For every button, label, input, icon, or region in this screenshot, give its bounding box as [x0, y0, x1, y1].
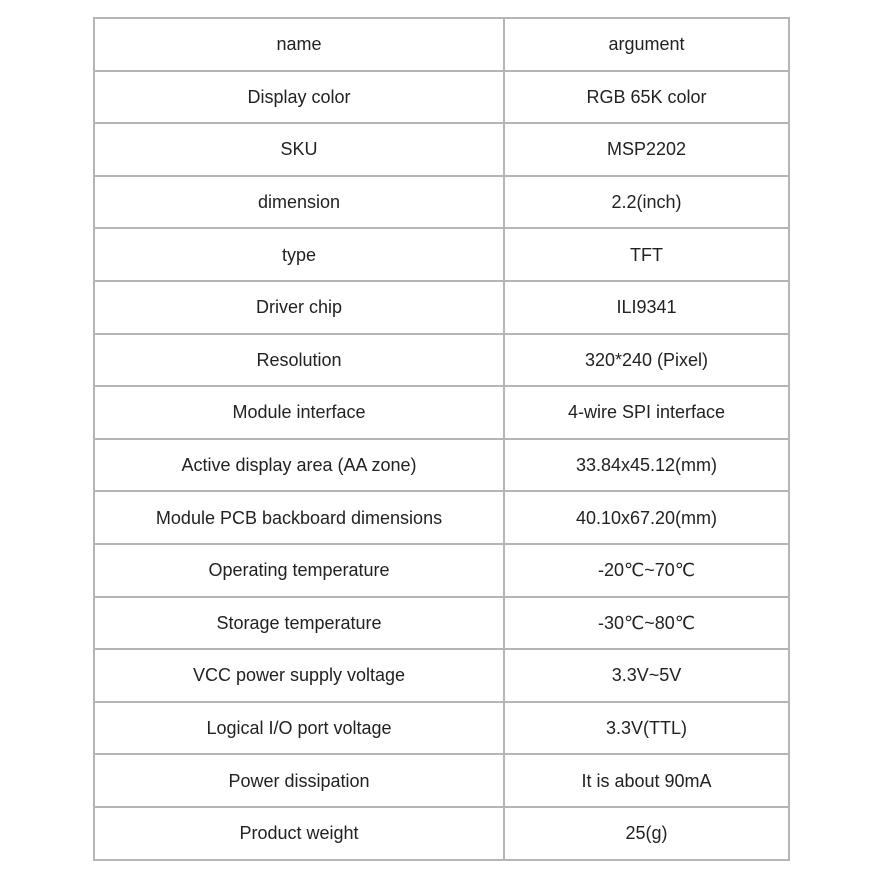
row-name-cell: Module PCB backboard dimensions	[94, 491, 504, 544]
row-name-cell: Resolution	[94, 334, 504, 387]
table-row-driver-chip	[94, 281, 789, 334]
row-name-cell: VCC power supply voltage	[94, 649, 504, 702]
table-row-power-dissipation	[94, 754, 789, 807]
table-row-storage-temperature	[94, 597, 789, 650]
row-argument-cell: 320*240 (Pixel)	[504, 334, 789, 387]
row-name-cell: Active display area (AA zone)	[94, 439, 504, 492]
header-argument-cell: argument	[504, 18, 789, 71]
row-argument-cell: ILI9341	[504, 281, 789, 334]
table-row-display-color	[94, 71, 789, 124]
row-argument-cell: 4-wire SPI interface	[504, 386, 789, 439]
table-row-dimension	[94, 176, 789, 229]
row-argument-cell: 25(g)	[504, 807, 789, 860]
row-name-cell: SKU	[94, 123, 504, 176]
row-argument-cell: MSP2202	[504, 123, 789, 176]
row-argument-cell: RGB 65K color	[504, 71, 789, 124]
table-row-module-interface	[94, 386, 789, 439]
row-name-cell: Logical I/O port voltage	[94, 702, 504, 755]
row-argument-cell: -30℃~80℃	[504, 597, 789, 650]
table-row-active-display-area	[94, 439, 789, 492]
table-row-io-voltage	[94, 702, 789, 755]
row-name-cell: Driver chip	[94, 281, 504, 334]
row-name-cell: type	[94, 228, 504, 281]
row-name-cell: Storage temperature	[94, 597, 504, 650]
table-header-row	[94, 18, 789, 71]
row-name-cell: dimension	[94, 176, 504, 229]
table-row-product-weight	[94, 807, 789, 860]
row-name-cell: Module interface	[94, 386, 504, 439]
table-row-pcb-dimensions	[94, 491, 789, 544]
row-argument-cell: 3.3V(TTL)	[504, 702, 789, 755]
row-name-cell: Product weight	[94, 807, 504, 860]
row-name-cell: Operating temperature	[94, 544, 504, 597]
row-name-cell: Display color	[94, 71, 504, 124]
spec-table	[93, 17, 790, 861]
table-row-resolution	[94, 334, 789, 387]
row-argument-cell: 3.3V~5V	[504, 649, 789, 702]
row-argument-cell: 33.84x45.12(mm)	[504, 439, 789, 492]
row-name-cell: Power dissipation	[94, 754, 504, 807]
row-argument-cell: -20℃~70℃	[504, 544, 789, 597]
row-argument-cell: 2.2(inch)	[504, 176, 789, 229]
table-row-vcc-voltage	[94, 649, 789, 702]
row-argument-cell: TFT	[504, 228, 789, 281]
header-name-cell: name	[94, 18, 504, 71]
row-argument-cell: It is about 90mA	[504, 754, 789, 807]
table-row-type	[94, 228, 789, 281]
spec-table-body	[94, 18, 789, 860]
table-row-operating-temperature	[94, 544, 789, 597]
row-argument-cell: 40.10x67.20(mm)	[504, 491, 789, 544]
table-row-sku	[94, 123, 789, 176]
